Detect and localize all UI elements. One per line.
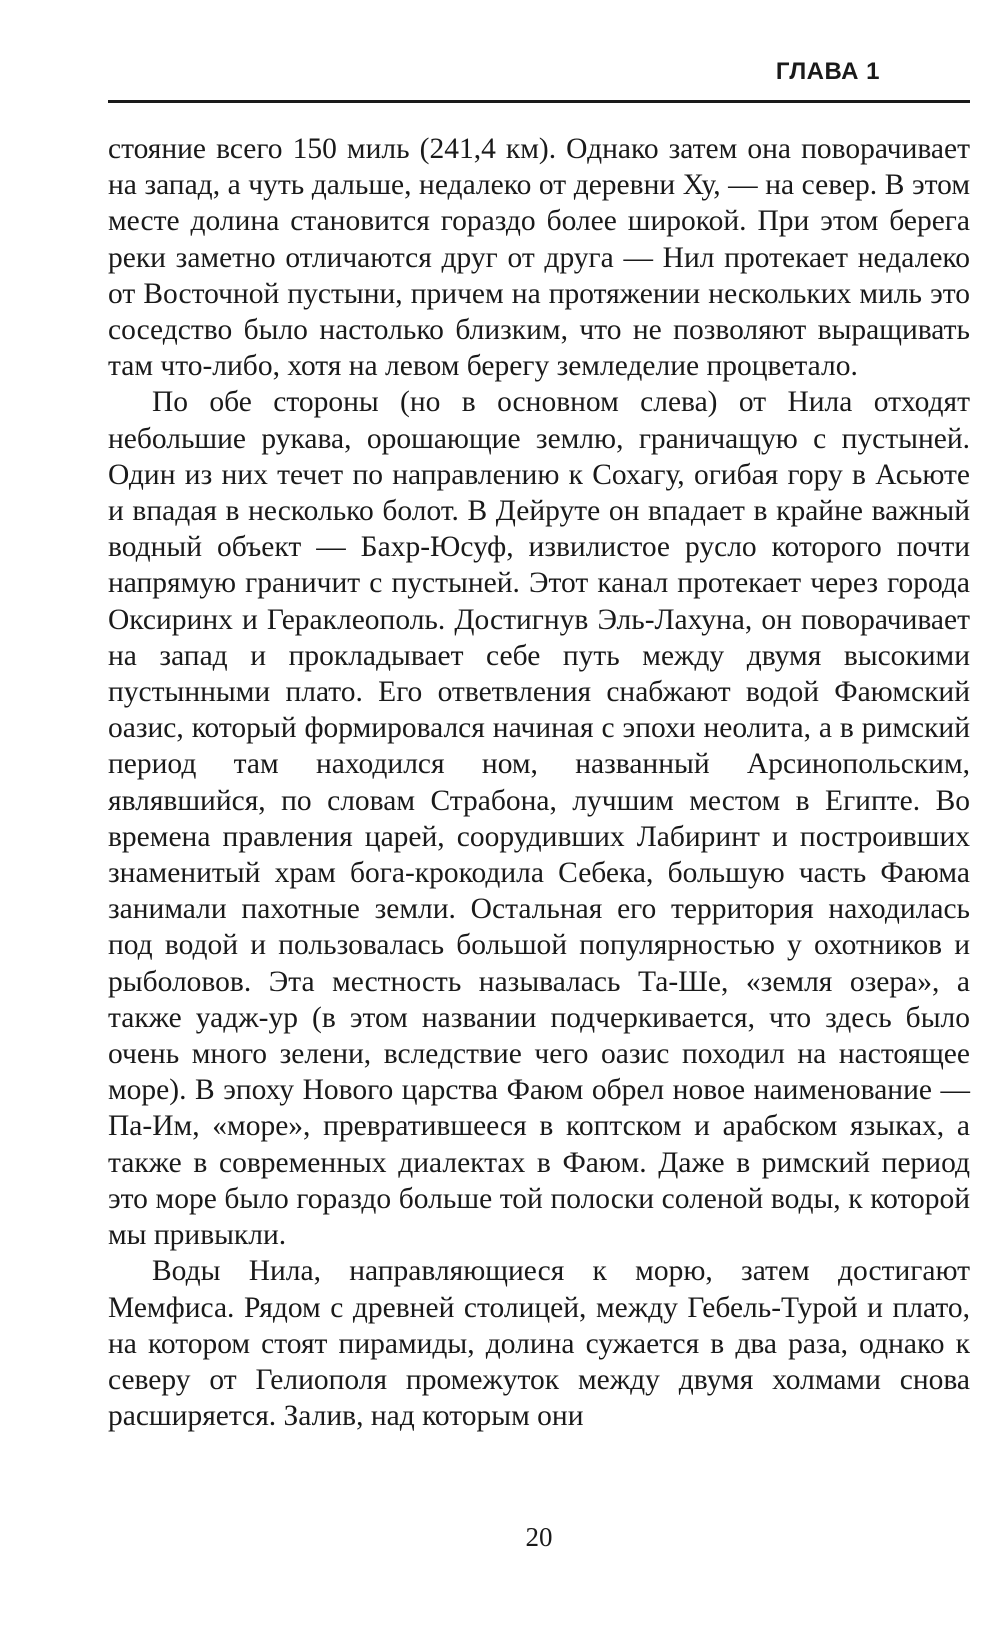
paragraph-2: По обе стороны (но в основном слева) от Нила отходят небольшие рукава, орошающие землю, граничащую с пустыней. Один из них течет по направлению к Сохагу, огибая гору в Асьюте и впадая в несколько болот. В Дейруте он впадает в крайне важный водный объект — Бахр-Юсуф, извилистое русло которого почти напрямую граничит с пустыней. Этот канал протекает через города Оксиринх и Гераклеополь. Достигнув Эль-Лахуна, он поворачивает на запад и прокладывает себе путь между двумя высокими пустынными плато. Его ответвления снабжают водой Фаюмский оазис, который формировался начиная с эпохи неолита, а в римский период там находился ном, названный Арсинопольским, являвшийся, по словам Страбона, лучшим местом в Египте. Во времена правления царей, соорудивших Лабиринт и построивших знаменитый храм бога-крокодила Себека, большую часть Фаюма занимали пахотные земли. Остальная его территория находилась под водой и пользовалась большой популярностью у охотников и рыболовов. Эта местность называлась Та-Ше, «земля озера», а также уадж-ур (в этом названии подчеркивается, что здесь было очень много зелени, вследствие чего оазис походил на настоящее море). В эпоху Нового царства Фаюм обрел новое наименование — Па-Им, «море», превратившееся в коптском и арабском языках, а также в современных диалектах в Фаюм. Даже в римский период это море было гораздо больше той полоски соленой воды, к которой мы привыкли. — [108, 386, 970, 1252]
body-text — [108, 131, 970, 1434]
paragraph-1: стояние всего 150 миль (241,4 км). Однако затем она поворачивает на запад, а чуть дальше, недалеко от деревни Ху, — на север. В этом месте долина становится гораздо более широкой. При этом берега реки заметно отличаются друг от друга — Нил протекает недалеко от Восточной пустыни, причем на протяжении нескольких миль это соседство было настолько близким, что не позволяют выращивать там что-либо, хотя на левом берегу земледелие процветало. — [108, 133, 970, 383]
paragraph-3: Воды Нила, направляющиеся к морю, затем достигают Мемфиса. Рядом с древней столицей, между Гебель-Турой и плато, на котором стоят пирамиды, долина сужается в два раза, однако к северу от Гелиополя промежуток между двумя холмами снова расширяется. Залив, над которым они — [108, 1255, 970, 1433]
header-rule — [108, 100, 970, 103]
book-page — [108, 0, 970, 1648]
running-head: ГЛАВА 1 — [775, 58, 880, 85]
page-number: 20 — [525, 1522, 553, 1552]
